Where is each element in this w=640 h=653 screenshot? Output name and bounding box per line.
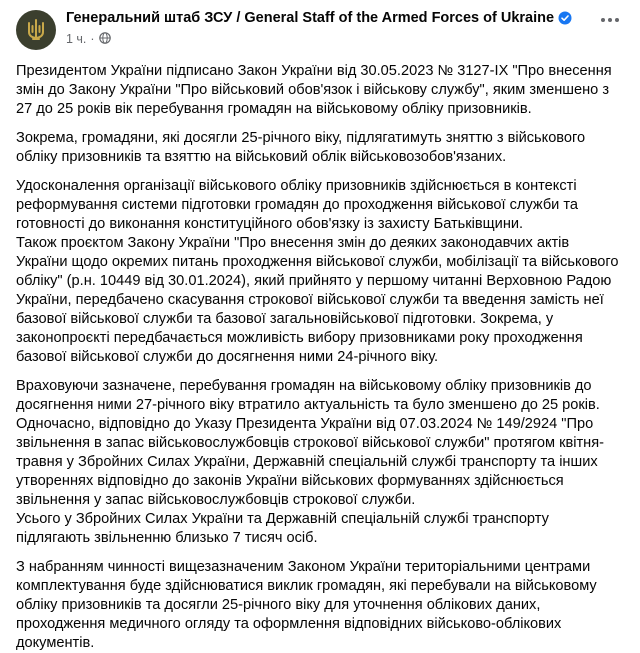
verified-badge-icon [558,11,572,25]
post-paragraph: Враховуючи зазначене, перебування громадян на військовому обліку призовників до досягнення ними 27-річного віку втратило актуальність та було зменшено до 25 років. Одночасно, відповідно до Указу Президента України від 07.03.2024 № 149/2924 "Про звільнення в запас військовослужбовців строкової військової служби" протягом квітня- травня у Збройних Силах України, Державній спеціальній службі транспорту та інших утвореннях відповідно до законів України військових формуваннях здійснюється звільнення у запас військовослужбовців строкової служби. Усього у Збройних Силах України та Державній спеціальній службі транспорту підлягають звільненню близько 7 тисяч осіб. [16,378,604,546]
post-meta [66,8,626,48]
post-paragraph: З набранням чинності вищезазначеним Законом України територіальними центрами комплектування буде здійснюватися виклик громадян, які перебували на військовому обліку призовників та досягли 25-річного віку для уточнення облікових даних, проходження медичного огляду та оформлення відповідних військово-облікових документів. [16,559,597,651]
post-header [16,8,626,60]
post-paragraph: Зокрема, громадяни, які досягли 25-річного віку, підлягатимуть зняттю з військового обліку призовників та взяттю на військовий облік військовозобов'язаних. [16,130,586,165]
post-body [16,62,626,653]
separator-dot: · [90,32,95,46]
globe-icon[interactable] [99,32,111,47]
more-options-button[interactable] [594,8,626,32]
post-paragraph: Президентом України підписано Закон України від 30.05.2023 № 3127-IX "Про внесення змін до Закону України "Про військовий обов'язок і військову службу", яким зменшено з 27 до 25 років вік перебування громадян на військовому обліку призовників. [16,63,612,117]
trident-logo-icon [23,17,49,43]
page-avatar[interactable] [16,10,56,50]
page-name-link[interactable]: Генеральний штаб ЗСУ / General Staff of the Armed Forces of Ukraine [66,10,555,26]
more-horizontal-icon [600,17,620,23]
post-timestamp-link[interactable]: 1 ч. [66,32,87,46]
post-paragraph: Удосконалення організації військового обліку призовників здійснюється в контексті реформування системи підготовки громадян до проходження військової служби та готовності до виконання конституційного обов'язку із захисту Батьківщини. Також проєктом Закону України "Про внесення змін до деяких законодавчих актів України щодо окремих питань проходження військової служби, мобілізації та військового обліку" (р.н. 10449 від 30.01.2024), який прийнято у першому читанні Верховною Радою України, передбачено скасування строкової військової служби та введення замість неї базової військової служби та базової загальновійськової підготовки. Зокрема, у законопроєкті передбачається можливість вибору призовниками року проходження базової військової служби до досягнення ними 24-річного віку. [16,178,619,365]
